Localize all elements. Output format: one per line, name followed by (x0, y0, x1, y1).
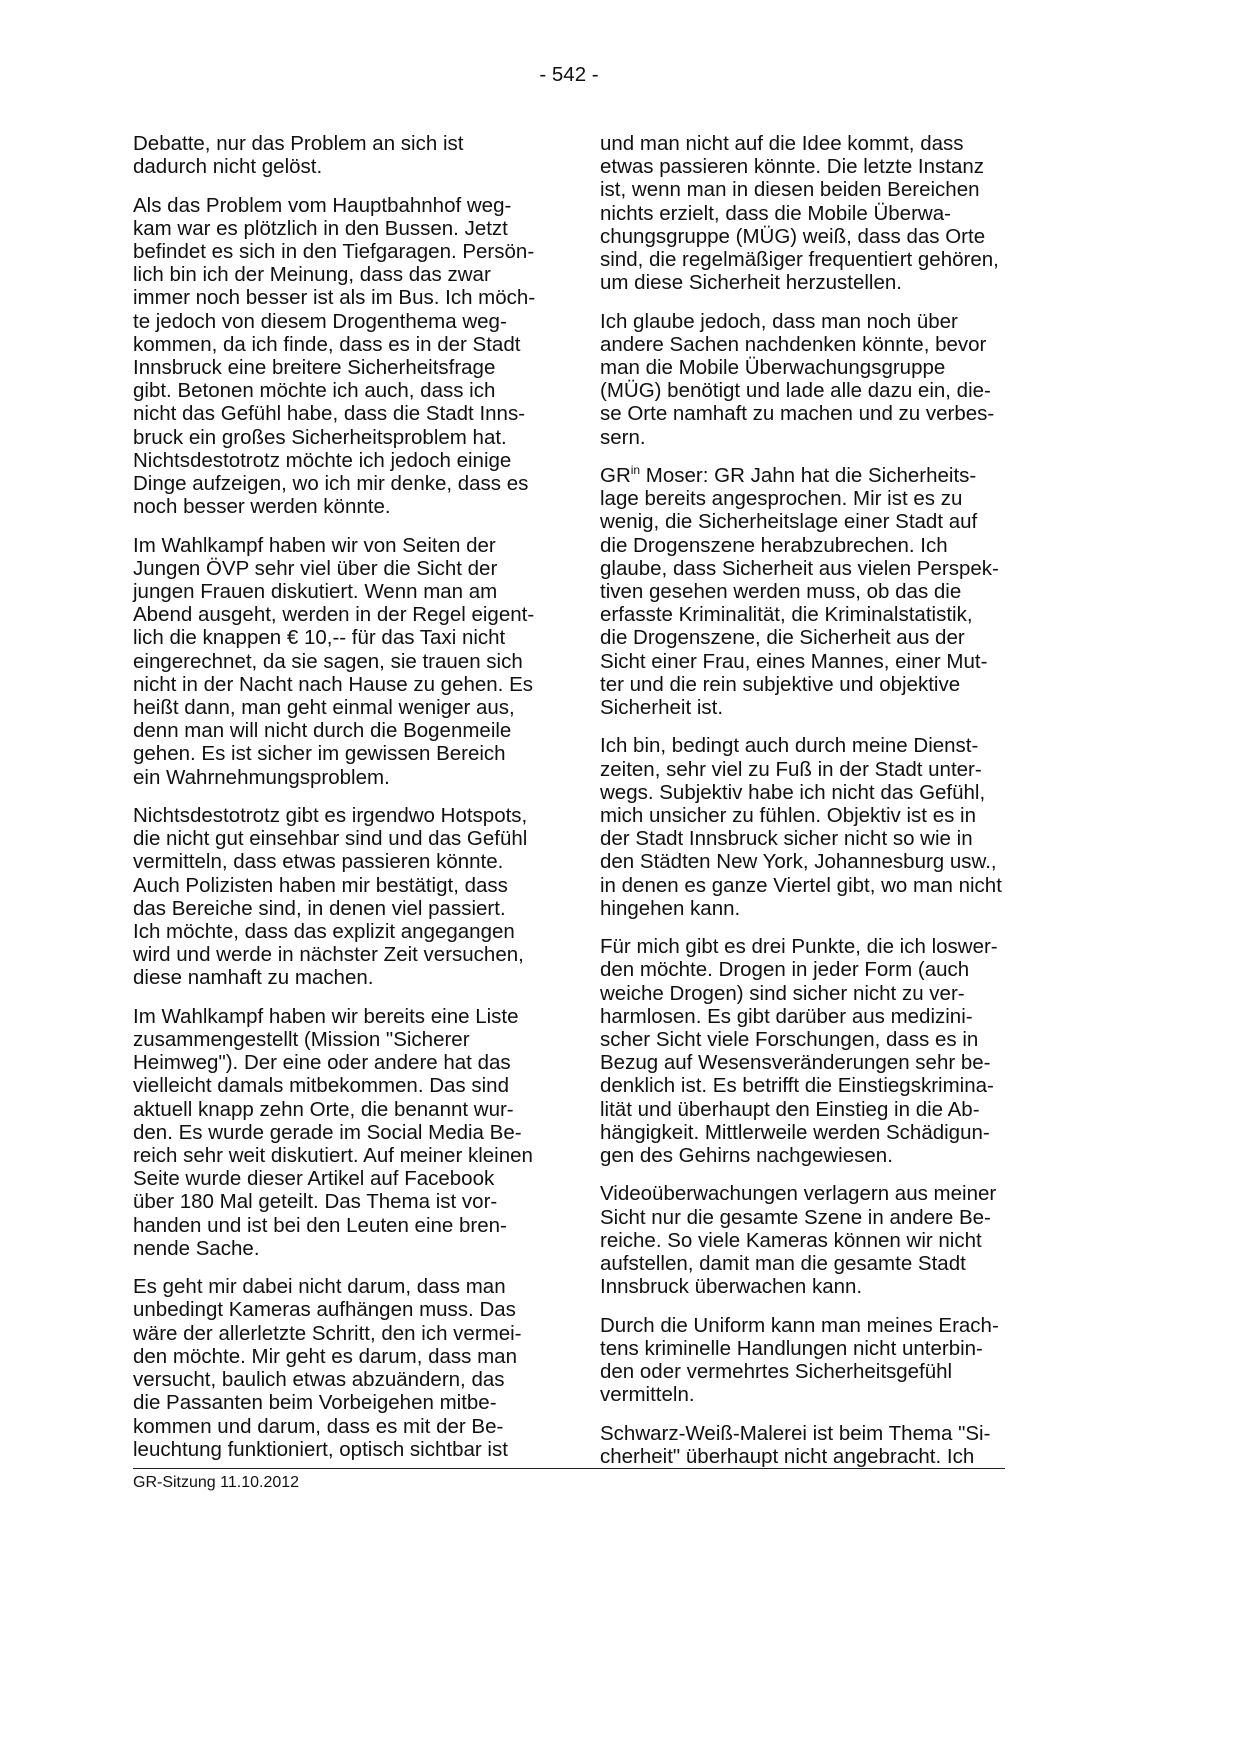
right-column (600, 132, 1020, 1483)
paragraph: Schwarz-Weiß-Malerei ist beim Thema "Si- cherheit" überhaupt nicht angebracht. Ich (600, 1421, 991, 1468)
paragraph: Durch die Uniform kann man meines Erach- tens kriminelle Handlungen nicht unterbin- den oder vermehrtes Sicherheitsgefühl vermitteln. (600, 1313, 999, 1407)
speaker-paragraph (600, 464, 1020, 719)
left-column (133, 132, 553, 1476)
paragraph: Im Wahlkampf haben wir bereits eine Liste zusammengestellt (Mission "Sicherer Heimweg"). Der eine oder andere hat das vielleicht damals mitbekommen. Das sind aktuell knapp zehn Orte, die benannt wur- den. Es wurde gerade im Social Media Be- reich sehr weit diskutiert. Auf meiner kleinen Seite wurde dieser Artikel auf Facebook über 180 Mal geteilt. Das Thema ist vor- handen und ist bei den Leuten eine bren- nende Sache. (133, 1004, 533, 1260)
footer-text: GR-Sitzung 11.10.2012 (133, 1474, 300, 1491)
paragraph: Debatte, nur das Problem an sich ist dadurch nicht gelöst. (133, 132, 464, 179)
speaker-title: GR (600, 464, 631, 488)
paragraph: Nichtsdestotrotz gibt es irgendwo Hotspots, die nicht gut einsehbar sind und das Gefühl vermitteln, dass etwas passieren könnte. Auch Polizisten haben mir bestätigt, dass das Bereiche sind, in denen viel passiert. Ich möchte, dass das explizit angegangen wird und werde in nächster Zeit versuchen, diese namhaft zu machen. (133, 804, 528, 990)
footer-divider (133, 1468, 1005, 1469)
page-number: - 542 - (539, 63, 599, 86)
paragraph: Es geht mir dabei nicht darum, dass man unbedingt Kameras aufhängen muss. Das wäre der allerletzte Schritt, den ich vermei- den möchte. Mir geht es darum, dass man versucht, baulich etwas abzuändern, das die Passanten beim Vorbeigehen mitbe- kommen und darum, dass es mit der Be- leuchtung funktioniert, optisch sichtbar ist (133, 1275, 522, 1461)
paragraph: Ich bin, bedingt auch durch meine Dienst- zeiten, sehr viel zu Fuß in der Stadt unter- wegs. Subjektiv habe ich nicht das Gefühl, mich unsicher zu fühlen. Objektiv ist es in der Stadt Innsbruck sicher nicht so wie in den Städten New York, Johannesburg usw., in denen es ganze Viertel gibt, wo man nicht hingehen kann. (600, 734, 1002, 920)
speaker-text: Moser: GR Jahn hat die Sicherheits- lage bereits angesprochen. Mir ist es zu wenig, die Sicherheitslage einer Stadt auf die Drogenszene herabzubrechen. Ich glaube, dass Sicherheit aus vielen Perspek- tiven gesehen werden muss, ob das die erfasste Kriminalität, die Kriminalstatistik, die Drogenszene, die Sicherheit aus der Sicht einer Frau, eines Mannes, einer Mut- ter und die rein subjektive und objektive Sicherheit ist. (600, 464, 999, 720)
speaker-title-superscript: in (630, 463, 641, 478)
paragraph: Für mich gibt es drei Punkte, die ich loswer- den möchte. Drogen in jeder Form (auch weiche Drogen) sind sicher nicht zu ver- harmlosen. Es gibt darüber aus medizini- scher Sicht viele Forschungen, dass es in Bezug auf Wesensveränderungen sehr be- denklich ist. Es betrifft die Einstiegskrimina- lität und überhaupt den Einstieg in die Ab- hängigkeit. Mittlerweile werden Schädigun- gen des Gehirns nachgewiesen. (600, 935, 998, 1168)
paragraph: Videoüberwachungen verlagern aus meiner Sicht nur die gesamte Szene in andere Be- reiche. So viele Kameras können wir nicht aufstellen, damit man die gesamte Stadt Innsbruck überwachen kann. (600, 1182, 997, 1299)
paragraph: Ich glaube jedoch, dass man noch über andere Sachen nachdenken könnte, bevor man die Mobile Überwachungsgruppe (MÜG) benötigt und lade alle dazu ein, die- se Orte namhaft zu machen und zu verbes- sern. (600, 309, 995, 449)
paragraph: Als das Problem vom Hauptbahnhof weg- kam war es plötzlich in den Bussen. Jetzt befindet es sich in den Tiefgaragen. Persön- lich bin ich der Meinung, dass das zwar immer noch besser ist als im Bus. Ich möch- te jedoch von diesem Drogenthema weg- kommen, da ich finde, dass es in der Stadt Innsbruck eine breitere Sicherheitsfrage gibt. Betonen möchte ich auch, dass ich nicht das Gefühl habe, dass die Stadt Inns- bruck ein großes Sicherheitsproblem hat. Nichtsdestotrotz möchte ich jedoch einige Dinge aufzeigen, wo ich mir denke, dass es noch besser werden könnte. (133, 193, 536, 519)
paragraph: Im Wahlkampf haben wir von Seiten der Jungen ÖVP sehr viel über die Sicht der jungen Frauen diskutiert. Wenn man am Abend ausgeht, werden in der Regel eigent- lich die knappen € 10,-- für das Taxi nicht eingerechnet, da sie sagen, sie trauen sich nicht in der Nacht nach Hause zu gehen. Es heißt dann, man geht einmal weniger aus, denn man will nicht durch die Bogenmeile gehen. Es ist sicher im gewissen Bereich ein Wahrnehmungsproblem. (133, 533, 535, 789)
paragraph: und man nicht auf die Idee kommt, dass etwas passieren könnte. Die letzte Instanz ist, wenn man in diesen beiden Bereichen nichts erzielt, dass die Mobile Überwa- chungsgruppe (MÜG) weiß, dass das Orte sind, die regelmäßiger frequentiert gehören, um diese Sicherheit herzustellen. (600, 132, 999, 295)
